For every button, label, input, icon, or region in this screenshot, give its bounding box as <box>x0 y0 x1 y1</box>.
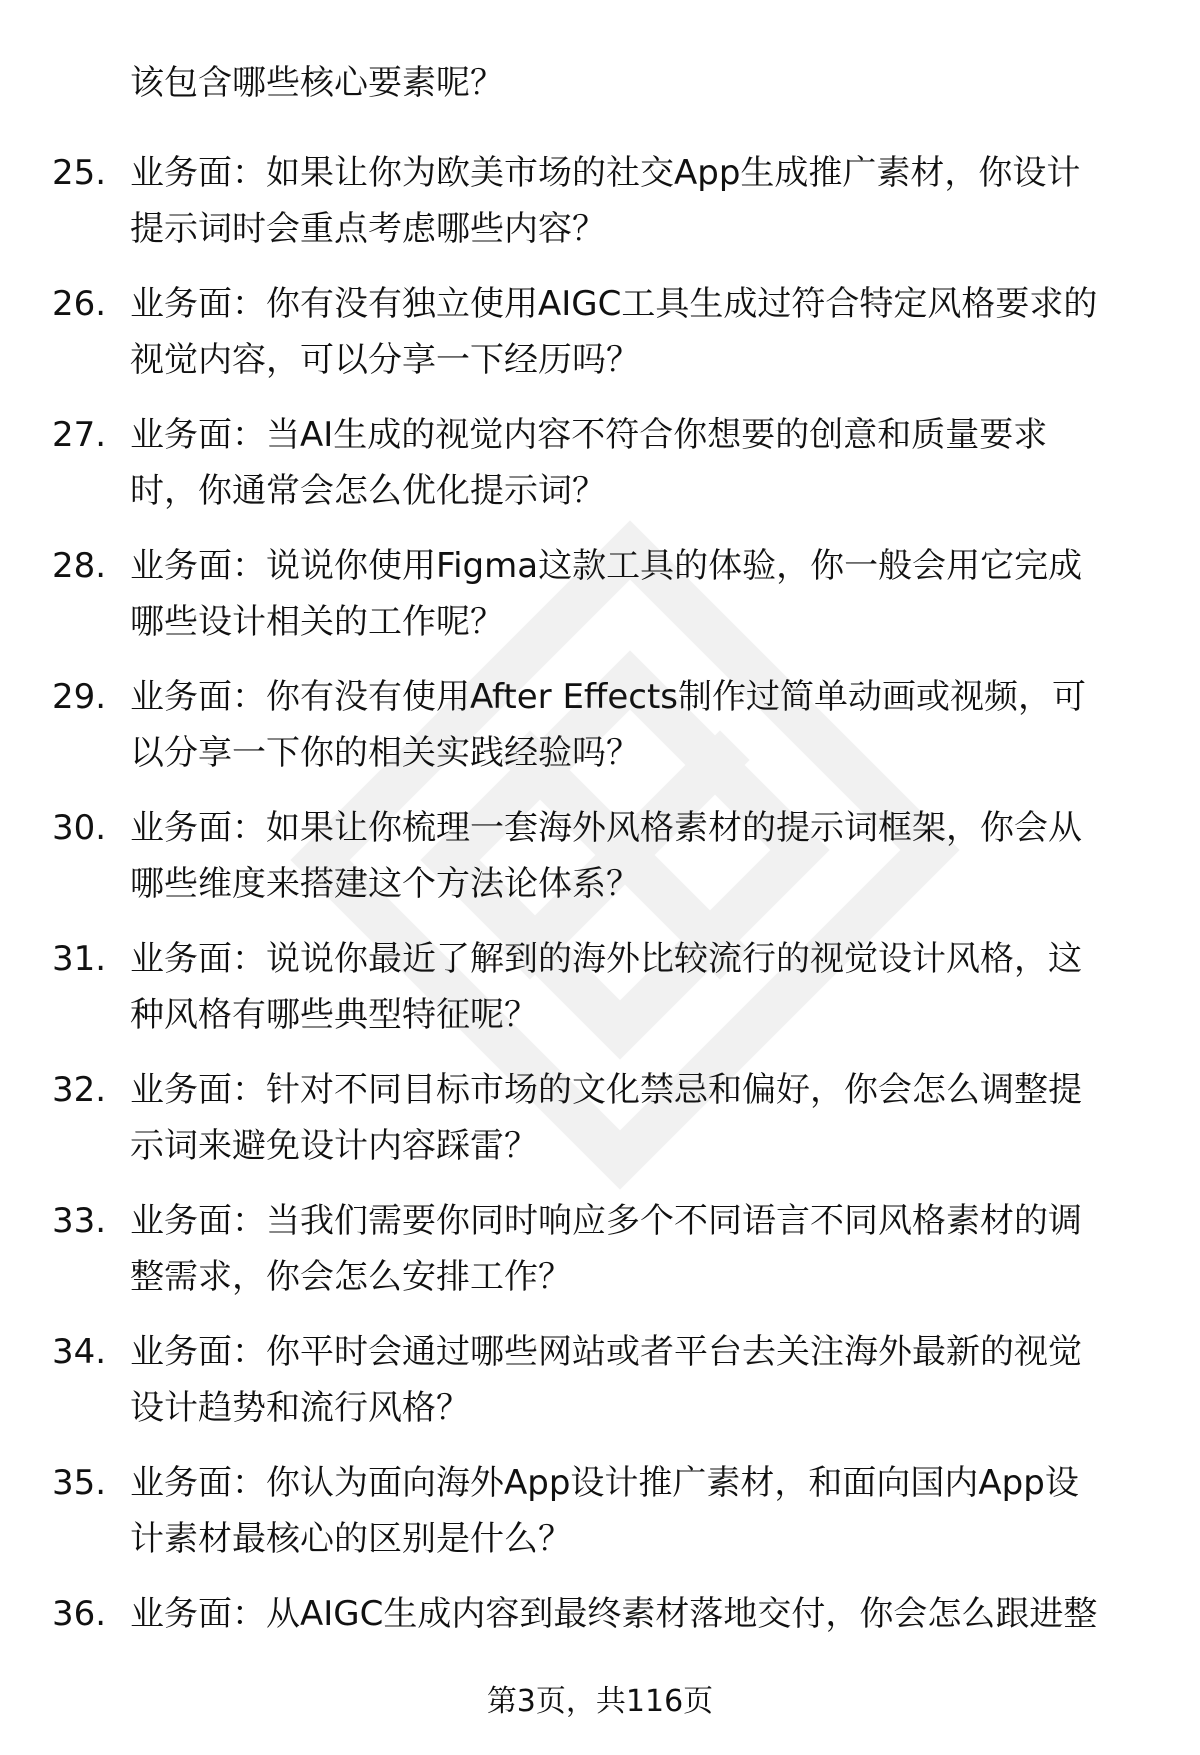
question-number: 26. <box>52 284 107 324</box>
question-text <box>130 931 1175 1043</box>
question-text <box>130 800 1175 912</box>
page-footer: 第3页，共116页 <box>486 1684 714 1719</box>
question-list <box>0 145 1200 1717</box>
question-line: 视觉内容，可以分享一下经历吗？ <box>130 340 640 380</box>
question-text <box>130 1062 1175 1174</box>
question-line: 业务面：当AI生成的视觉内容不符合你想要的创意和质量要求 <box>130 415 1048 455</box>
question-line: 哪些维度来搭建这个方法论体系？ <box>130 864 640 904</box>
list-item <box>0 407 1200 538</box>
question-number: 35. <box>52 1463 107 1503</box>
list-item <box>0 669 1200 800</box>
list-item <box>0 145 1200 276</box>
question-line: 业务面：你有没有使用After Effects制作过简单动画或视频，可 <box>130 677 1087 717</box>
list-item <box>0 538 1200 669</box>
question-line: 业务面：针对不同目标市场的文化禁忌和偏好，你会怎么调整提 <box>130 1070 1082 1110</box>
question-line: 设计趋势和流行风格？ <box>130 1388 470 1428</box>
question-line: 示词来避免设计内容踩雷？ <box>130 1126 538 1166</box>
question-text <box>130 669 1175 781</box>
list-item <box>0 800 1200 931</box>
question-text <box>130 1193 1175 1305</box>
question-number: 29. <box>52 677 107 717</box>
question-text <box>130 145 1175 257</box>
question-number: 36. <box>52 1594 107 1634</box>
question-line: 业务面：当我们需要你同时响应多个不同语言不同风格素材的调 <box>130 1201 1082 1241</box>
question-line: 业务面：你平时会通过哪些网站或者平台去关注海外最新的视觉 <box>130 1332 1082 1372</box>
question-line: 计素材最核心的区别是什么？ <box>130 1519 572 1559</box>
question-number: 28. <box>52 546 107 586</box>
question-number: 25. <box>52 153 107 193</box>
question-text <box>130 276 1175 388</box>
list-item <box>0 931 1200 1062</box>
question-line: 时，你通常会怎么优化提示词？ <box>130 471 606 511</box>
list-item <box>0 1324 1200 1455</box>
list-item <box>0 1062 1200 1193</box>
question-line: 以分享一下你的相关实践经验吗？ <box>130 733 640 773</box>
question-number: 31. <box>52 939 107 979</box>
question-number: 33. <box>52 1201 107 1241</box>
question-line: 哪些设计相关的工作呢？ <box>130 602 504 642</box>
list-item <box>0 276 1200 407</box>
question-line: 业务面：如果让你梳理一套海外风格素材的提示词框架，你会从 <box>130 808 1082 848</box>
question-line: 业务面：从AIGC生成内容到最终素材落地交付，你会怎么跟进整 <box>130 1594 1098 1634</box>
question-text <box>130 407 1175 519</box>
question-line: 业务面：说说你最近了解到的海外比较流行的视觉设计风格，这 <box>130 939 1082 979</box>
question-line: 业务面：你认为面向海外App设计推广素材，和面向国内App设 <box>130 1463 1079 1503</box>
question-line: 提示词时会重点考虑哪些内容？ <box>130 209 606 249</box>
question-line: 业务面：说说你使用Figma这款工具的体验，你一般会用它完成 <box>130 546 1083 586</box>
question-text <box>130 1455 1175 1567</box>
continued-question-text: 该包含哪些核心要素呢？ <box>130 63 504 103</box>
question-number: 27. <box>52 415 107 455</box>
list-item <box>0 1455 1200 1586</box>
question-number: 30. <box>52 808 107 848</box>
question-number: 34. <box>52 1332 107 1372</box>
question-line: 业务面：你有没有独立使用AIGC工具生成过符合特定风格要求的 <box>130 284 1098 324</box>
question-number: 32. <box>52 1070 107 1110</box>
question-text <box>130 1324 1175 1436</box>
question-text <box>130 538 1175 650</box>
question-line: 种风格有哪些典型特征呢？ <box>130 995 538 1035</box>
question-line: 业务面：如果让你为欧美市场的社交App生成推广素材，你设计 <box>130 153 1081 193</box>
question-text <box>130 1586 1175 1642</box>
list-item <box>0 1193 1200 1324</box>
question-line: 整需求，你会怎么安排工作？ <box>130 1257 572 1297</box>
